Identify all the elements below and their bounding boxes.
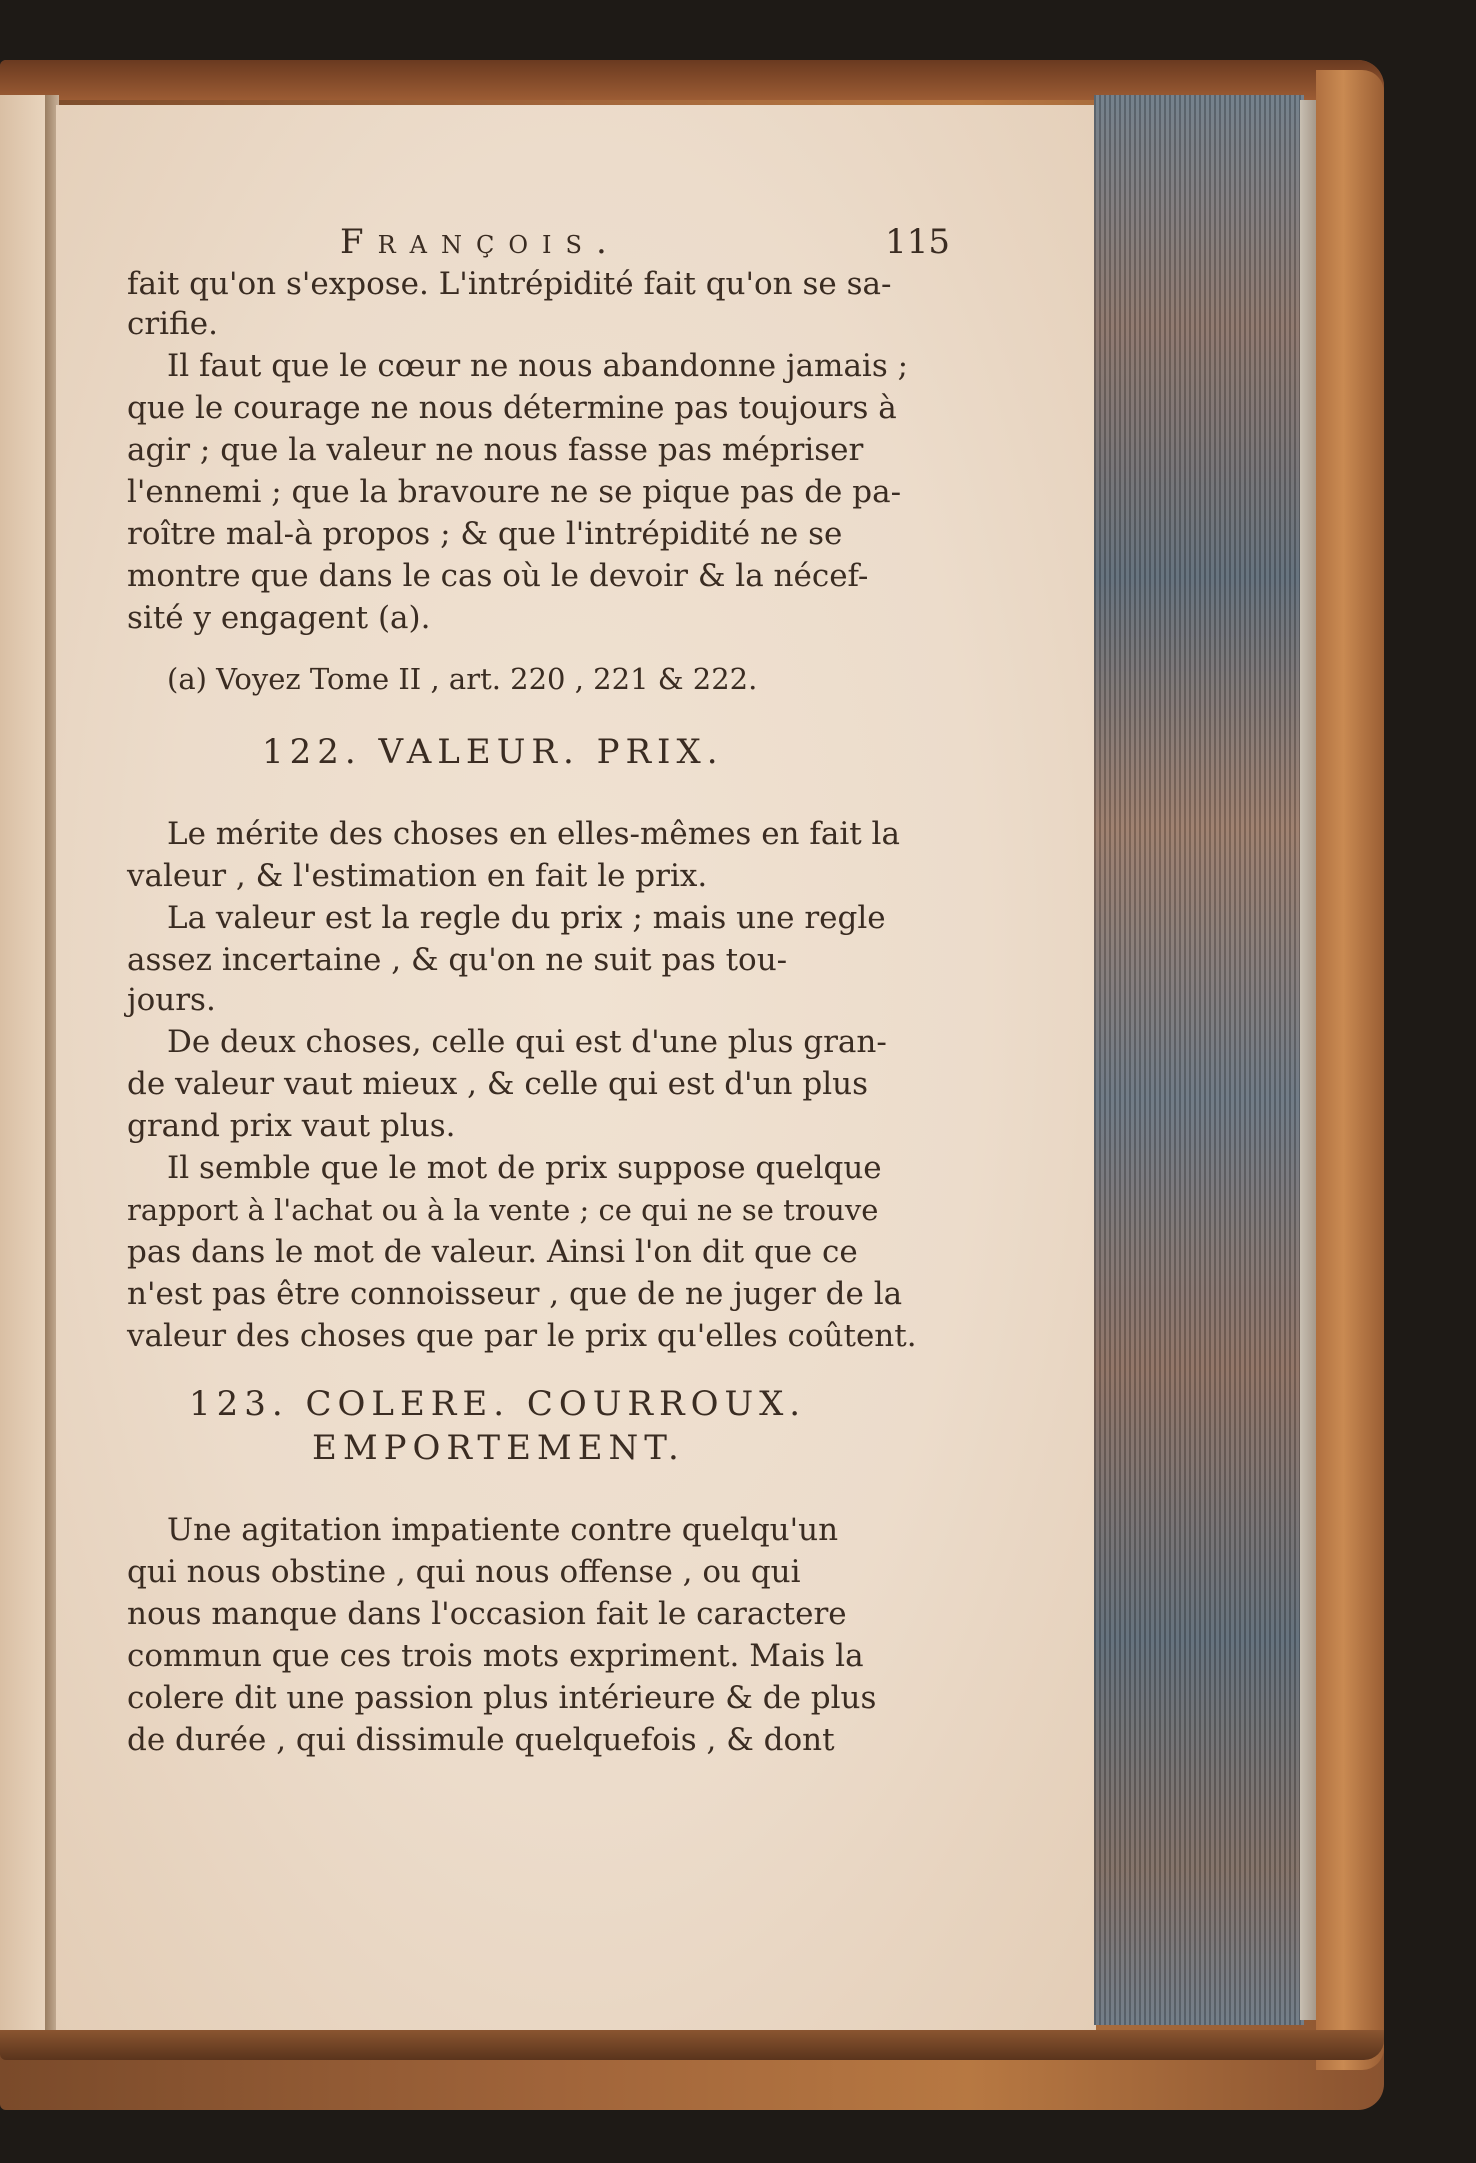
text-line: nous manque dans l'occasion fait le caractere [127, 1596, 847, 1632]
text-line: que le courage ne nous détermine pas toujours à [127, 390, 897, 426]
text-line: grand prix vaut plus. [127, 1108, 456, 1144]
text-line: rapport à l'achat ou à la vente ; ce qui ne se trouve [127, 1193, 879, 1227]
text-line: jours. [127, 982, 216, 1018]
cover-top-edge [0, 60, 1384, 100]
text-line: pas dans le mot de valeur. Ainsi l'on dit que ce [127, 1234, 858, 1270]
text-line: La valeur est la regle du prix ; mais une regle [167, 900, 886, 936]
text-line: de durée , qui dissimule quelquefois , & dont [127, 1722, 835, 1758]
text-line: agir ; que la valeur ne nous fasse pas mépriser [127, 432, 864, 468]
text-line: fait qu'on s'expose. L'intrépidité fait qu'on se sa- [127, 266, 892, 302]
text-line: crifie. [127, 306, 218, 342]
facing-page-left [0, 95, 45, 2045]
text-line: Une agitation impatiente contre quelqu'un [167, 1512, 839, 1548]
text-line: Il semble que le mot de prix suppose quelque [167, 1150, 882, 1186]
text-line: n'est pas être connoisseur , que de ne juger de la [127, 1276, 903, 1312]
section-heading-123-cont: EMPORTEMENT. [312, 1428, 685, 1468]
text-line: qui nous obstine , qui nous offense , ou qui [127, 1554, 801, 1590]
text-line: Le mérite des choses en elles-mêmes en fait la [167, 816, 900, 852]
footnote: (a) Voyez Tome II , art. 220 , 221 & 222. [167, 662, 758, 696]
text-line: Il faut que le cœur ne nous abandonne jamais ; [167, 348, 909, 384]
text-line: De deux choses, celle qui est d'une plus gran- [167, 1024, 887, 1060]
section-heading-122: 122. VALEUR. PRIX. [262, 732, 724, 772]
text-line: de valeur vaut mieux , & celle qui est d'un plus [127, 1066, 868, 1102]
page-number: 115 [885, 222, 950, 262]
cover-bottom-edge [0, 2030, 1384, 2060]
text-line: colere dit une passion plus intérieure & de plus [127, 1680, 877, 1716]
text-line: montre que dans le cas où le devoir & la nécef- [127, 558, 869, 594]
running-title: François. [340, 222, 621, 262]
cover-fore-edge [1316, 70, 1384, 2070]
running-header [340, 222, 950, 262]
section-heading-123: 123. COLERE. COURROUX. [189, 1384, 807, 1424]
text-line: roître mal-à propos ; & que l'intrépidité ne se [127, 516, 843, 552]
text-line: valeur des choses que par le prix qu'elles coûtent. [127, 1318, 917, 1354]
text-line: sité y engagent (a). [127, 600, 431, 636]
text-line: valeur , & l'estimation en fait le prix. [127, 858, 708, 894]
text-line: commun que ces trois mots expriment. Mais la [127, 1638, 864, 1674]
page-block-edges [1094, 95, 1304, 2025]
text-line: assez incertaine , & qu'on ne suit pas tou- [127, 942, 788, 978]
text-line: l'ennemi ; que la bravoure ne se pique pas de pa- [127, 474, 902, 510]
